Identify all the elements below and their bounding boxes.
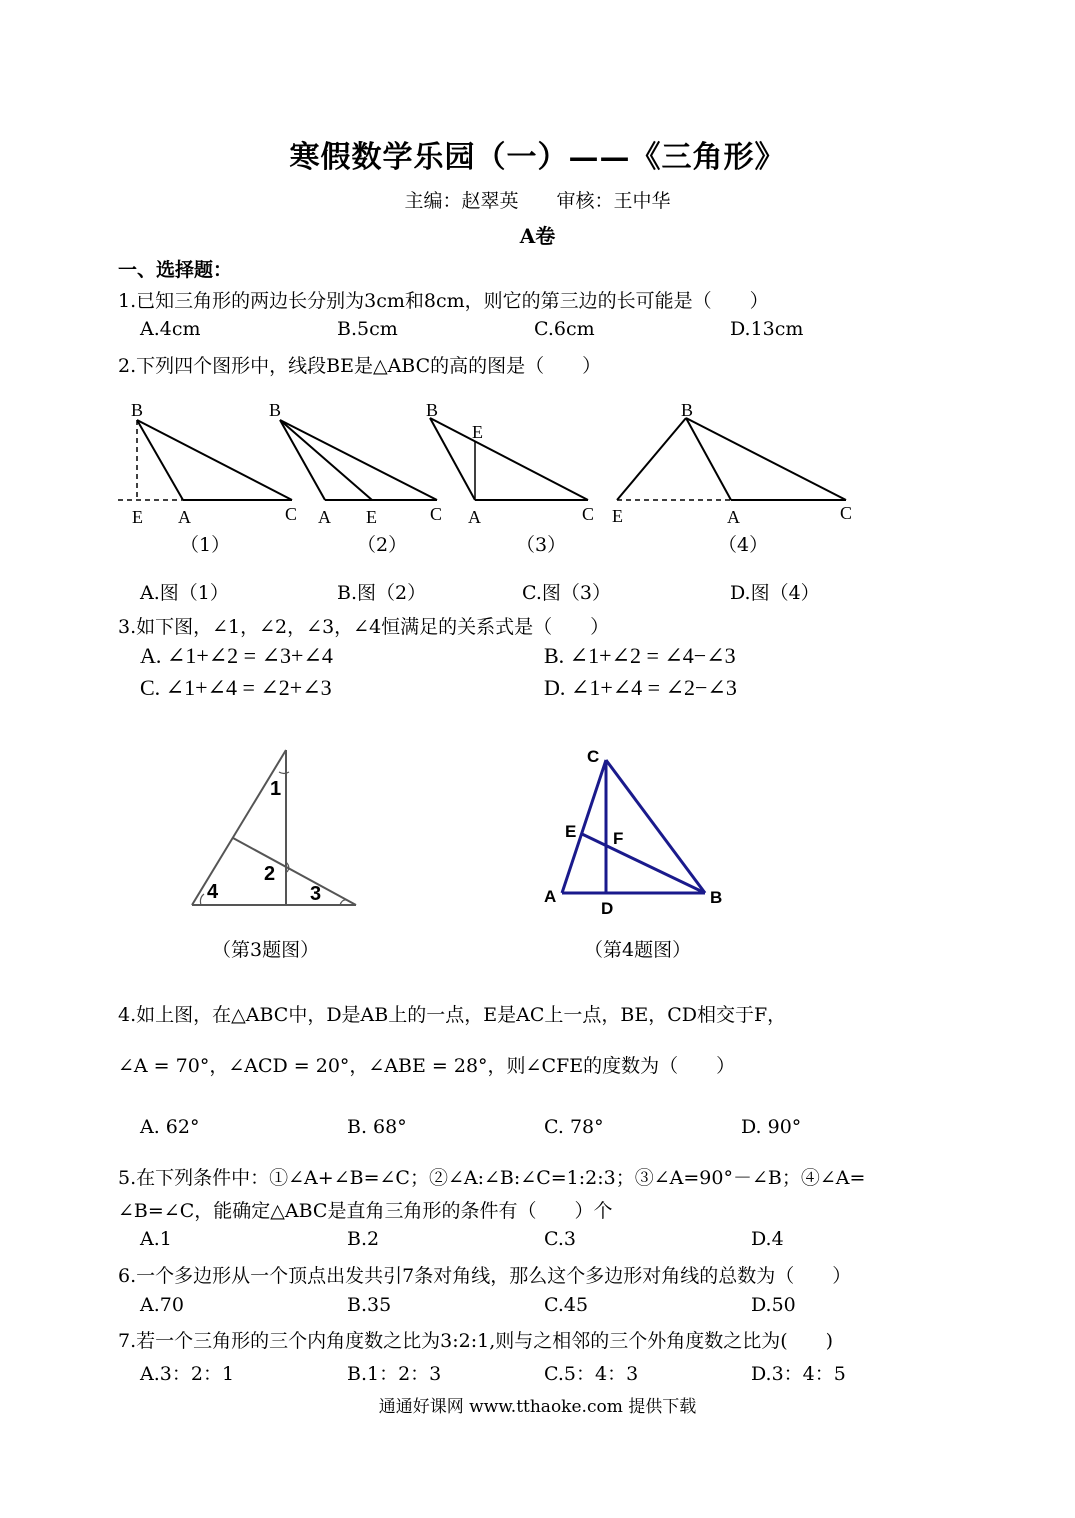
footer-credit: 通通好课网 www.tthaoke.com 提供下载 [378, 1397, 697, 1417]
q3-option-b: B. ∠1+∠2 = ∠4−∠3 [544, 643, 736, 668]
f1-label-a: A [178, 507, 191, 527]
q1-option-d: D.13cm [730, 318, 804, 340]
q6-option-b: B.35 [347, 1294, 392, 1316]
q5-option-c: C.3 [544, 1228, 576, 1250]
q4-figure-caption: （第4题图） [584, 939, 692, 961]
angle-4-label: 4 [207, 881, 219, 903]
question-5-line-2: ∠B=∠C，能确定△ABC是直角三角形的条件有（ ）个 [118, 1200, 613, 1222]
f2-label-a: A [318, 507, 331, 527]
q6-option-c: C.45 [544, 1294, 589, 1316]
q4-option-b: B. 68° [347, 1116, 407, 1138]
q4-figure [562, 760, 705, 893]
q1-option-b: B.5cm [337, 318, 398, 340]
f3-label-b: B [426, 400, 439, 420]
q5-option-a: A.1 [140, 1228, 172, 1250]
f3-label-c: C [582, 504, 595, 524]
question-3: 3.如下图，∠1，∠2，∠3，∠4恒满足的关系式是（ ） [118, 616, 610, 638]
f3-caption: （3） [516, 534, 567, 556]
volume-label: A卷 [519, 224, 556, 248]
f1-label-c: C [285, 504, 298, 524]
fig4-label-c: C [587, 747, 600, 766]
q2-option-b: B.图（2） [337, 582, 427, 604]
q4-option-a: A. 62° [140, 1116, 200, 1138]
question-7: 7.若一个三角形的三个内角度数之比为3:2:1,则与之相邻的三个外角度数之比为( ) [118, 1330, 834, 1352]
question-6: 6.一个多边形从一个顶点出发共引7条对角线，那么这个多边形对角线的总数为（ ） [118, 1265, 852, 1287]
q1-option-c: C.6cm [534, 318, 595, 340]
q7-option-b: B.1：2：3 [347, 1363, 442, 1385]
page-title: 寒假数学乐园（一）——《三角形》 [289, 140, 786, 175]
q5-option-d: D.4 [751, 1228, 784, 1250]
q3-option-c: C. ∠1+∠4 = ∠2+∠3 [140, 675, 332, 700]
fig4-label-d: D [601, 899, 614, 918]
q7-option-d: D.3：4：5 [751, 1363, 846, 1385]
f2-label-b: B [269, 400, 282, 420]
fig4-label-b: B [710, 888, 723, 907]
reviewer: 审核：王中华 [556, 190, 671, 212]
angle-3-label: 3 [310, 883, 322, 905]
q3-option-d: D. ∠1+∠4 = ∠2−∠3 [544, 675, 737, 700]
angle-1-label: 1 [270, 778, 282, 800]
f2-label-c: C [430, 504, 443, 524]
f2-caption: （2） [357, 534, 408, 556]
q6-option-a: A.70 [140, 1294, 184, 1316]
f2-label-e: E [366, 507, 377, 527]
q4-option-c: C. 78° [544, 1116, 604, 1138]
question-5-line-1: 5.在下列条件中：①∠A+∠B=∠C；②∠A:∠B:∠C=1:2:3；③∠A=90°－∠B；④∠A= [118, 1167, 866, 1189]
editor: 主编：赵翠英 [404, 190, 519, 212]
q2-figure-3 [430, 418, 588, 500]
f4-label-e: E [612, 506, 623, 526]
f3-label-a: A [468, 507, 481, 527]
fig4-label-f: F [613, 829, 624, 848]
fig4-label-a: A [544, 887, 557, 906]
f1-caption: （1） [180, 534, 231, 556]
f1-label-b: B [131, 400, 144, 420]
q2-option-a: A.图（1） [140, 582, 229, 604]
q7-option-a: A.3：2：1 [140, 1363, 235, 1385]
q2-figure-4 [617, 418, 846, 500]
f1-label-e: E [132, 507, 143, 527]
q3-option-a: A. ∠1+∠2 = ∠3+∠4 [140, 643, 333, 668]
q2-figure-1 [118, 420, 292, 500]
fig4-label-e: E [565, 822, 577, 841]
angle-2-label: 2 [264, 863, 276, 885]
question-4-line-1: 4.如上图，在△ABC中，D是AB上的一点，E是AC上一点，BE，CD相交于F， [118, 1004, 787, 1026]
q2-option-d: D.图（4） [730, 582, 820, 604]
question-2: 2.下列四个图形中，线段BE是△ABC的高的图是（ ） [118, 355, 602, 377]
f4-label-a: A [727, 507, 740, 527]
f4-label-c: C [840, 503, 853, 523]
question-1: 1.已知三角形的两边长分别为3cm和8cm，则它的第三边的长可能是（ ） [118, 290, 769, 312]
q2-option-c: C.图（3） [522, 582, 611, 604]
q2-figure-2 [280, 420, 437, 500]
f4-label-b: B [681, 400, 694, 420]
section-heading: 一、选择题： [118, 259, 233, 281]
q6-option-d: D.50 [751, 1294, 796, 1316]
f4-caption: （4） [718, 534, 769, 556]
f3-label-e: E [472, 422, 483, 442]
q1-option-a: A.4cm [140, 318, 201, 340]
question-4-line-2: ∠A = 70°，∠ACD = 20°，∠ABE = 28°，则∠CFE的度数为（ ） [118, 1055, 736, 1077]
q7-option-c: C.5：4：3 [544, 1363, 639, 1385]
q4-option-d: D. 90° [741, 1116, 802, 1138]
q3-figure-caption: （第3题图） [212, 939, 320, 961]
q5-option-b: B.2 [347, 1228, 380, 1250]
